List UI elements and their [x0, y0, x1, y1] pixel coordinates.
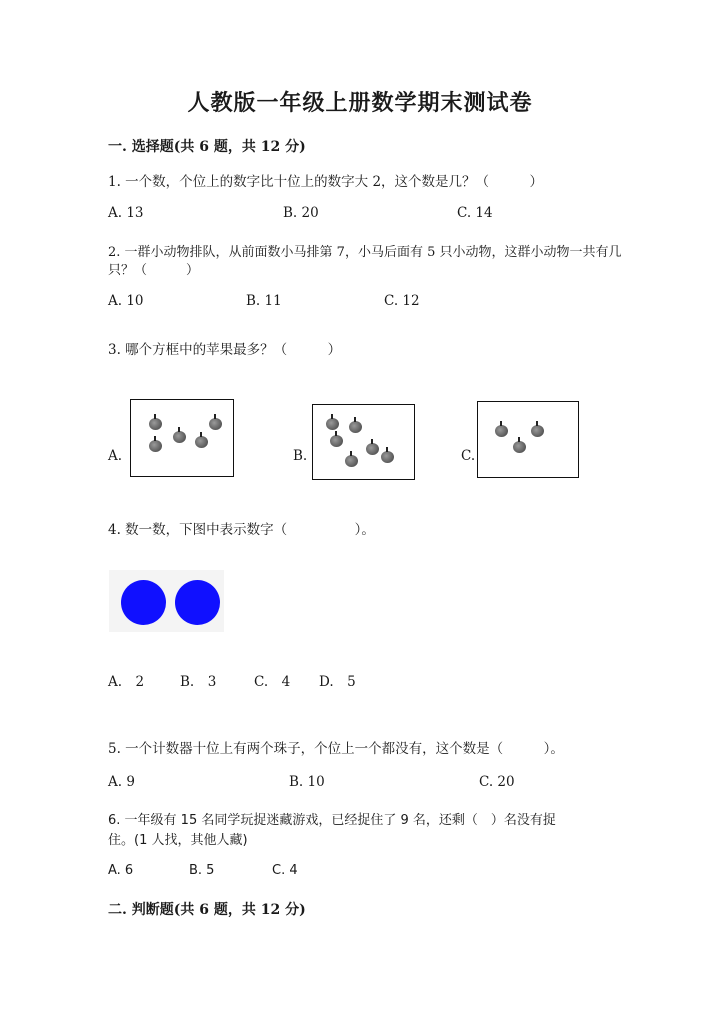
apple-box-c	[477, 401, 579, 478]
q5-option-a[interactable]: A. 9	[108, 774, 135, 790]
question-3: 3. 哪个方框中的苹果最多？（ ）	[108, 342, 342, 358]
q5-option-b[interactable]: B. 10	[289, 774, 325, 790]
question-2-line-1: 2. 一群小动物排队，从前面数小马排第 7，小马后面有 5 只小动物，这群小动物一共有几	[108, 245, 622, 260]
apple-icon	[495, 425, 508, 437]
question-6-line-2: 住。(1 人找，其他人藏)	[108, 833, 248, 848]
question-2-line-2: 只？（ ）	[108, 263, 200, 278]
q3-option-a[interactable]: A.	[108, 448, 123, 464]
q1-option-c[interactable]: C. 14	[457, 205, 493, 221]
q2-option-b[interactable]: B. 11	[246, 293, 282, 309]
dots-figure	[109, 570, 224, 632]
question-1: 1. 一个数，个位上的数字比十位上的数字大 2，这个数是几？（ ）	[108, 174, 544, 190]
apple-icon	[513, 441, 526, 453]
q2-option-c[interactable]: C. 12	[384, 293, 420, 309]
q6-option-b[interactable]: B. 5	[189, 863, 215, 878]
q4-option-c[interactable]: C. 4	[254, 674, 291, 690]
apple-icon	[345, 455, 358, 467]
question-4: 4. 数一数，下图中表示数字（ ）。	[108, 522, 375, 538]
page-title: 人教版一年级上册数学期末测试卷	[187, 90, 533, 116]
question-6-line-1: 6. 一年级有 15 名同学玩捉迷藏游戏，已经捉住了 9 名，还剩（ ）名没有捉	[108, 813, 556, 828]
apple-icon	[381, 451, 394, 463]
apple-icon	[326, 418, 339, 430]
q2-option-a[interactable]: A. 10	[108, 293, 144, 309]
apple-box-b	[312, 404, 415, 480]
q5-option-c[interactable]: C. 20	[479, 774, 515, 790]
apple-icon	[173, 431, 186, 443]
question-5: 5. 一个计数器十位上有两个珠子，个位上一个都没有，这个数是（ ）。	[108, 741, 564, 757]
apple-icon	[149, 418, 162, 430]
q4-option-d[interactable]: D. 5	[319, 674, 356, 690]
apple-icon	[349, 421, 362, 433]
q4-option-a[interactable]: A. 2	[108, 674, 145, 690]
apple-icon	[330, 435, 343, 447]
q1-option-a[interactable]: A. 13	[108, 205, 144, 221]
apple-box-a	[130, 399, 234, 477]
q1-option-b[interactable]: B. 20	[283, 205, 319, 221]
q4-option-b[interactable]: B. 3	[180, 674, 217, 690]
q6-option-c[interactable]: C. 4	[272, 863, 298, 878]
blue-dot	[175, 580, 220, 625]
section-heading-true-false: 二. 判断题(共 6 题，共 12 分)	[108, 902, 306, 918]
q3-option-b[interactable]: B.	[293, 448, 308, 464]
q6-option-a[interactable]: A. 6	[108, 863, 134, 878]
apple-icon	[195, 436, 208, 448]
blue-dot	[121, 580, 166, 625]
section-heading-choice: 一. 选择题(共 6 题，共 12 分)	[108, 139, 306, 155]
apple-icon	[531, 425, 544, 437]
apple-icon	[149, 440, 162, 452]
apple-icon	[209, 418, 222, 430]
apple-icon	[366, 443, 379, 455]
q3-option-c[interactable]: C.	[461, 448, 476, 464]
